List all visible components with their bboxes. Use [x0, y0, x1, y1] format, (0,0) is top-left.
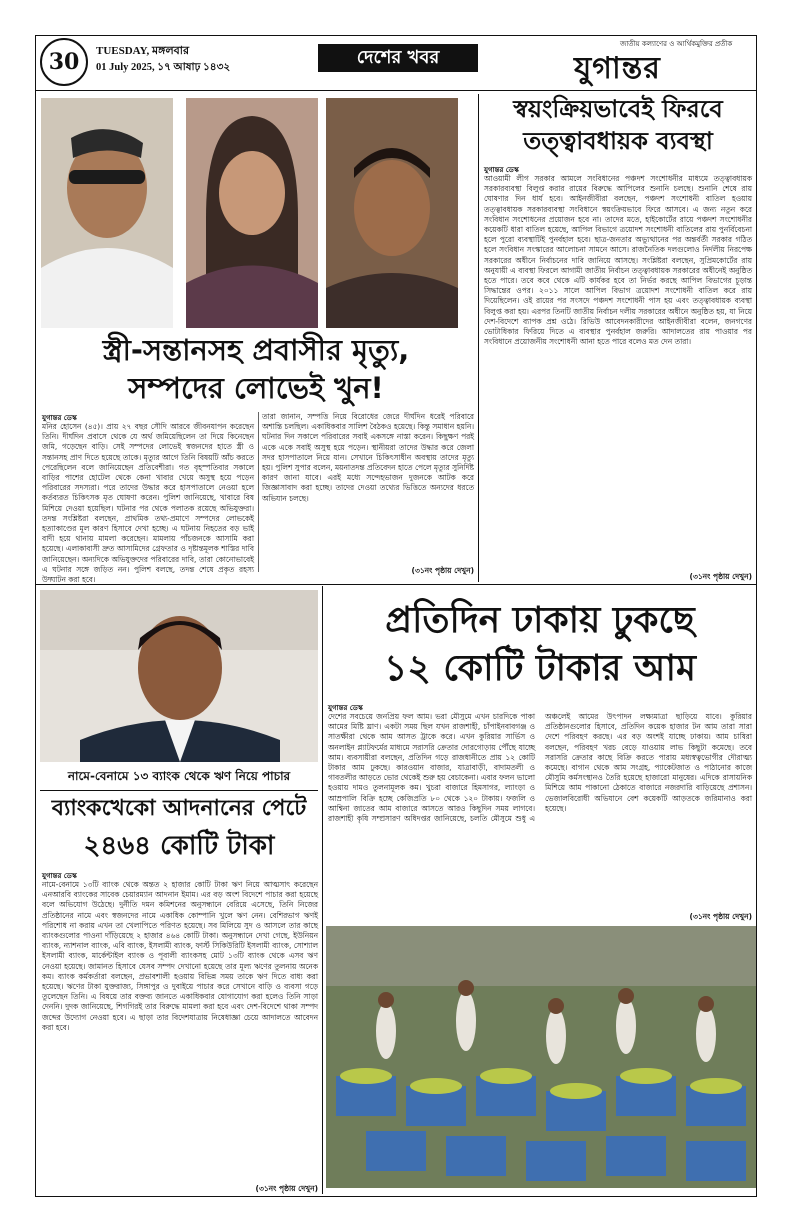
story1-headline-line1: স্ত্রী-সন্তানসহ প্রবাসীর মৃত্যু, [102, 333, 410, 367]
story1-headline-line2: সম্পদের লোভেই খুন! [128, 371, 384, 405]
section-rule [35, 584, 757, 585]
story4-body [328, 712, 752, 918]
story4-headline-line1: প্রতিদিন ঢাকায় ঢুকছে [385, 600, 695, 641]
story3-body-text: নামে-বেনামে ১৩টি ব্যাংক থেকে অন্তত ২ হাজার কোটি টাকা ঋণ নিয়ে আত্মসাৎ করেছেন এনআরবি ব্যাংকের সাবেক চেয়ারম্যান আদনান ইমাম। এর বড় অংশ বিদেশে পাচার করা হয়েছে বলে অভিযোগ উঠেছে। দুর্নীতি দমন কমিশনের অনুসন্ধানে বেরিয়ে এসেছে, তিনি নিজের প্রতিষ্ঠানের নামে এবং স্বজনদের নামে একাধিক কোম্পানি খুলে ঋণ নেন। বেশিরভাগ ঋণই পরিশোধ না করায় এখন তা খেলাপিতে পরিণত হয়েছে। সব মিলিয়ে সুদ ও আসলে তার কাছে ব্যাংকগুলোর পাওনা দাঁড়িয়েছে ২ হাজার ৪৬৪ কোটি টাকা। অনুসন্ধানে দেখা গেছে, ইউনিয়ন ব্যাংক, ন্যাশনাল ব্যাংক, এবি ব্যাংক, ইসলামী ব্যাংক, ফার্স্ট সিকিউরিটি ইসলামী ব্যাংক, সোশ্যাল ইসলামী ব্যাংক, মার্কেন্টাইল ব্যাংক ও পূবালী ব্যাংকসহ মোট ১৩টি ব্যাংক থেকে এসব ঋণ নেওয়া হয়েছে। জামানত হিসাবে যেসব সম্পদ দেখানো হয়েছে তার মূল্য ঋণের তুলনায় অনেক কম। ব্যাংক কর্মকর্তারা বলছেন, প্রভাবশালী হওয়ায় বিভিন্ন সময় তাকে ঋণ দিতে বাধ্য করা হয়েছে। ঋণের টাকা যুক্তরাজ্য, সিঙ্গাপুর ও দুবাইয়ে পাচার করে সেখানে বাড়ি ও ব্যবসা গড়ে তুলেছেন তিনি। এ বিষয়ে তার বক্তব্য জানতে একাধিকবার যোগাযোগ করা হলেও তিনি সাড়া দেননি। দুদক জানিয়েছে, শিগগিরই তার বিরুদ্ধে মামলা করা হবে এবং দেশ-বিদেশে থাকা সম্পদ জব্দের উদ্যোগ নেওয়া হবে। এ ছাড়া তার বিদেশযাত্রায় নিষেধাজ্ঞা চেয়ে আদালতে আবেদন করা হবে। [42, 880, 318, 1032]
story1-byline: যুগান্তর ডেস্ক [42, 414, 77, 422]
issue-date: 01 July 2025, ১৭ আষাঢ় ১৪৩২ [96, 62, 231, 73]
kicker-rule [40, 790, 318, 791]
column-separator [258, 412, 259, 572]
story3-byline: যুগান্তর ডেস্ক [42, 872, 77, 880]
adnan-imam-photo [40, 590, 318, 762]
brand-tagline: জাতীয় কল্যাণের ও আর্থিকমুক্তির প্রতীক [620, 40, 733, 48]
story1-body-col2: তারা জানান, সম্পত্তি নিয়ে বিরোধের জেরে দীর্ঘদিন ধরেই পরিবারে অশান্তি চলছিল। একাধিকবার সালিশ বৈঠকও হয়েছে। কিন্তু সমাধান হয়নি। ঘটনার দিন সকালে পরিবারের সবাই একসঙ্গে নাস্তা করেন। কিছুক্ষণ পরই একে একে সবাই অসুস্থ হয়ে পড়েন। স্থানীয়রা তাদের উদ্ধার করে জেলা সদর হাসপাতালে নিয়ে যান। সেখানে চিকিৎসাধীন অবস্থায় তাদের মৃত্যু হয়। পুলিশ সুপার বলেন, ময়নাতদন্ত প্রতিবেদন হাতে পেলে মৃত্যুর সুনির্দিষ্ট কারণ জানা যাবে। এরই মধ্যে সন্দেহভাজন দুজনকে আটক করে জিজ্ঞাসাবাদ করা হচ্ছে। তাদের দেওয়া তথ্যের ভিত্তিতে অন্যদের ধরতে অভিযান চলছে। [262, 412, 474, 503]
block-separator [478, 94, 479, 582]
story1-body-text: মনির হোসেন (৪৫)। প্রায় ২৭ বছর সৌদি আরবে জীবনযাপন করেছেন তিনি। দীর্ঘদিন প্রবাসে থেকে যে অর্থ জমিয়েছিলেন তা দিয়ে কিনেছেন জমি, গড়েছেন বাড়ি। সেই সম্পদের লোভেই স্বজনদের হাতে স্ত্রী ও সন্তানসহ প্রাণ দিতে হয়েছে তাকে। মৃত্যুর আগে তিনি বিষয়টি আঁচ করতে পেরেছিলেন বলে জানিয়েছেন প্রতিবেশীরা। গত বৃহস্পতিবার সকালে বাড়ির পাশের হোটেল থেকে কেনা খাবার খেয়ে অসুস্থ হয়ে পড়েন পরিবারের সদস্যরা। পরে তাদের উদ্ধার করে হাসপাতালে নেওয়া হলে কর্তব্যরত চিকিৎসক মৃত ঘোষণা করেন। পুলিশ জানিয়েছে, খাবারে বিষ মিশিয়ে দেওয়া হয়েছিল। ঘটনার পর থেকে পলাতক রয়েছে অভিযুক্তরা। তদন্ত সংশ্লিষ্টরা বলছেন, প্রাথমিক তথ্য-প্রমাণে সম্পদের লোভকেই হত্যাকাণ্ডের মূল কারণ হিসাবে দেখা হচ্ছে। এ ঘটনায় নিহতের বড় ভাই বাদী হয়ে থানায় মামলা করেছেন। মামলায় পাঁচজনকে আসামি করা হয়েছে। এলাকাবাসী দ্রুত আসামিদের গ্রেফতার ও দৃষ্টান্তমূলক শাস্তির দাবি জানিয়েছেন। অন্যদিকে অভিযুক্তদের পরিবারের দাবি, তারা কোনোভাবেই এ ঘটনার সঙ্গে জড়িত নন। পুলিশ বলছে, তদন্ত শেষে প্রকৃত রহস্য উদ্ঘাটন করা হবে। [42, 422, 254, 585]
story4-byline: যুগান্তর ডেস্ক [328, 704, 363, 712]
victim-photo-woman [186, 98, 318, 328]
story4-continued: (৩১নং পৃষ্ঠায় দেখুন) [689, 912, 752, 921]
story2-headline-line2: তত্ত্বাবধায়ক ব্যবস্থা [523, 127, 713, 155]
story2-byline: যুগান্তর ডেস্ক [484, 166, 519, 174]
page-number: 30 [40, 38, 88, 86]
story4-headline-line2: ১২ কোটি টাকার আম [384, 648, 696, 689]
story2-headline-line1: স্বয়ংক্রিয়ভাবেই ফিরবে [513, 95, 723, 123]
story3-body [42, 880, 318, 1184]
story3-kicker: নামে-বেনামে ১৩ ব্যাংক থেকে ঋণ নিয়ে পাচার [67, 769, 291, 783]
block-separator-bottom [322, 586, 323, 1194]
story4-body-text: দেশের সবচেয়ে জনপ্রিয় ফল আম। ভরা মৌসুমে এখন চারদিকে পাকা আমের মিষ্টি ঘ্রাণ। একটা সময় ছিল যখন রাজশাহী, চাঁপাইনবাবগঞ্জ ও সাতক্ষীরা থেকে আম আসত ট্রাকে করে। এখন কুরিয়ার সার্ভিস ও অনলাইন প্ল্যাটফর্মের মাধ্যমে সরাসরি ক্রেতার দোরগোড়ায় পৌঁছে যাচ্ছে আম। ব্যবসায়ীরা বলছেন, প্রতিদিন গড়ে রাজধানীতে প্রায় ১২ কোটি টাকার আম ঢুকছে। কারওয়ান বাজার, যাত্রাবাড়ী, বাদামতলী ও গাবতলীর আড়তে ভোর থেকেই শুরু হয় বেচাকেনা। এবার ফলন ভালো হওয়ায় দামও তুলনামূলক কম। খুচরা বাজারে হিমসাগর, ল্যাংড়া ও আম্রপালি বিক্রি হচ্ছে কেজিপ্রতি ৮০ থেকে ১২০ টাকায়। ফজলি ও আশ্বিনা জাতের আম বাজারে আসতে আরও কিছুদিন সময় লাগবে। রাজশাহী কৃষি সম্প্রসারণ অধিদপ্তর জানিয়েছে, চলতি মৌসুমে শুধু এ অঞ্চলেই আমের উৎপাদন লক্ষ্যমাত্রা ছাড়িয়ে যাবে। কুরিয়ার প্রতিষ্ঠানগুলোর হিসাবে, প্রতিদিন কয়েক হাজার টন আম তারা সারা দেশে পরিবহণ করছে। এর বড় অংশই যাচ্ছে ঢাকায়। আম চাষিরা বলছেন, পরিবহণ খরচ বেড়ে যাওয়ায় লাভ কিছুটা কমেছে। তবে সরাসরি ক্রেতার কাছে বিক্রি করতে পারায় মধ্যস্বত্বভোগীর দৌরাত্ম্য কমেছে। বাগান থেকে আম সংগ্রহ, প্যাকেটজাত ও পাঠানোর কাজে মৌসুমি কর্মসংস্থানও তৈরি হয়েছে হাজারো মানুষের। এদিকে রাসায়নিক মিশিয়ে আম পাকানো ঠেকাতে বাজারে নজরদারি বাড়িয়েছে প্রশাসন। ভেজালবিরোধী অভিযানে বেশ কয়েকটি আড়তকে জরিমানাও করা হয়েছে। [328, 712, 752, 824]
story3-headline-line2: ২৪৬৪ কোটি টাকা [83, 831, 275, 861]
story2-body-text: আওয়ামী লীগ সরকার আমলে সংবিধানের পঞ্চদশ সংশোধনীর মাধ্যমে তত্ত্বাবধায়ক সরকারব্যবস্থা বিলুপ্ত করার রায়ের বিরুদ্ধে আপিলের শুনানি চলছে। শুনানি শেষে রায় ঘোষণার দিন ধার্য হবে। আইনজীবীরা বলছেন, পঞ্চদশ সংশোধনী বাতিল হওয়ায় তত্ত্বাবধায়ক সরকারব্যবস্থা সংবিধানে স্বয়ংক্রিয়ভাবে ফিরে আসবে। এ জন্য নতুন করে সংবিধান সংশোধনের প্রয়োজন হবে না। তাদের মতে, হাইকোর্টের রায়ে পঞ্চদশ সংশোধনীর কয়েকটি ধারা বাতিল হয়েছে, আপিল বিভাগে ত্রয়োদশ সংশোধনী বাতিলের রায় পুনর্বিবেচনা হলে পুরো ব্যবস্থাটিই পুনর্বহাল হবে। ছাত্র-জনতার অভ্যুত্থানের পর অন্তর্বর্তী সরকার গঠিত হলে সংবিধান সংস্কারের আলোচনা সামনে আসে। রাজনৈতিক দলগুলোও নির্দলীয় নিরপেক্ষ সরকারের অধীনে নির্বাচনের দাবি জানিয়ে আসছে। সংশ্লিষ্টরা বলছেন, সুপ্রিমকোর্টের রায় অনুযায়ী এ ব্যবস্থা ফিরলে আগামী জাতীয় নির্বাচন তত্ত্বাবধায়ক সরকারের অধীনেই অনুষ্ঠিত হতে পারে। তবে কবে থেকে এটি কার্যকর হবে তা নির্ভর করছে আপিল বিভাগের চূড়ান্ত সিদ্ধান্তের ওপর। ২০১১ সালে আপিল বিভাগ ত্রয়োদশ সংশোধনী বাতিল করে রায় দিয়েছিলেন। ওই রায়ের পর সংসদে পঞ্চদশ সংশোধনী পাস হয় এবং তত্ত্বাবধায়ক ব্যবস্থা বিলুপ্ত করা হয়। এরপর তিনটি জাতীয় নির্বাচন দলীয় সরকারের অধীনে অনুষ্ঠিত হয়, যা নিয়ে দেশ-বিদেশে ব্যাপক প্রশ্ন ওঠে। রিভিউ আবেদনকারীদের আইনজীবীরা বলেন, জনগণের ভোটাধিকার ফিরিয়ে দিতে এ ব্যবস্থার পুনর্বহাল জরুরি। আদালতের রায় পাওয়ার পর সংবিধানে প্রয়োজনীয় সংশোধনী আনা হতে পারে বলেও মত দেন তারা। [484, 174, 752, 347]
section-label: দেশের খবর [318, 44, 478, 72]
victim-photo-man [41, 98, 173, 328]
story2-body [484, 174, 752, 572]
mango-market-photo [326, 926, 756, 1188]
newspaper-logo: যুগান্তর [574, 51, 661, 86]
story3-headline-line1: ব্যাংকখেকো আদনানের পেটে [51, 796, 307, 821]
victim-photo-child [326, 98, 458, 328]
weekday: TUESDAY, মঙ্গলবার [96, 45, 190, 57]
story3-continued: (৩১নং পৃষ্ঠায় দেখুন) [255, 1184, 318, 1193]
story1-body-col1 [42, 422, 254, 585]
story2-continued: (৩১নং পৃষ্ঠায় দেখুন) [689, 572, 752, 581]
story1-continued: (৩১নং পৃষ্ঠায় দেখুন) [411, 566, 474, 575]
masthead-rule [35, 90, 757, 91]
